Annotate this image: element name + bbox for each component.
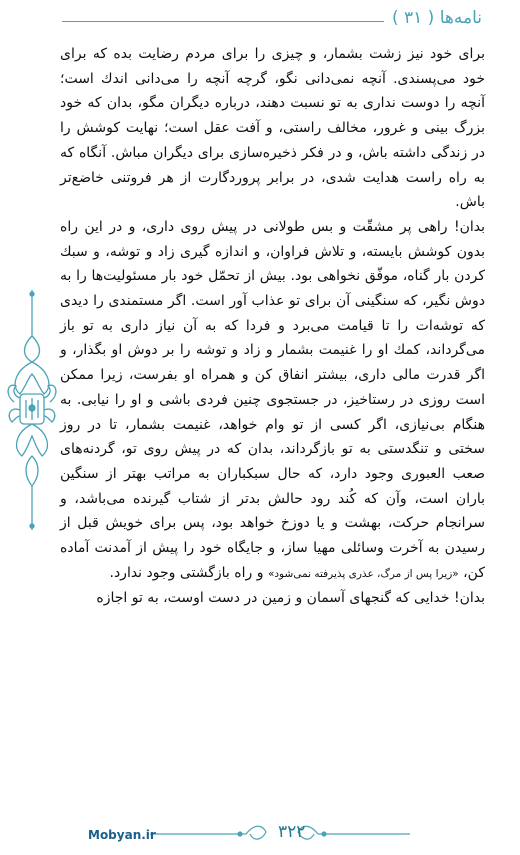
site-watermark: Mobyan.ir: [88, 828, 156, 842]
floral-arabesque-ornament-icon: [4, 290, 60, 530]
paragraph-2: [60, 215, 485, 587]
page-footer: [0, 818, 520, 852]
chapter-title: نامه‌ها ( ۳۱ ): [391, 8, 482, 28]
paragraph-1: برای خود نیز زشت بشمار، و چیزی را برای مردم رضایت بده که برای خود می‌پسندی. آنچه نمی‌دانی نگو، گرچه آنچه را می‌دانی اندك است؛ آنچه را دوست نداری به تو نسبت دهند، درباره دیگران مگو، بدان که خود بزرگ بینی و غرور، مخالف راستی، و آفت عقل است؛ نهایت کوشش را در زندگی داشته باش، و در فکر ذخیره‌سازی برای دیگران مباش. آنگاه که به راه راست هدایت شدی، در برابر پروردگارت از هر فروتنی خاضع‌تر باش.: [60, 46, 485, 211]
header-rule: [62, 21, 384, 22]
paragraph-3: بدان! خدایی که گنجهای آسمان و زمین در دست اوست، به تو اجازه: [96, 590, 485, 607]
quoted-note: «زیرا پس از مرگ، عذری پذیرفته نمی‌شود»: [267, 567, 459, 580]
paragraph-2-ending: و راه بازگشتی وجود ندارد.: [109, 564, 264, 581]
page-header: [62, 8, 482, 32]
page-number: ۳۲۲: [278, 822, 306, 842]
body-text: [60, 42, 485, 611]
paragraph-2-text: بدان! راهی پر مشقّت و بس طولانی در پیش روی داری، و در این راه بدون کوشش بایسته، و تلاش فراوان، و اندازه گیری زاد و توشه، و سبك کردن بار گناه، موفّق نخواهی بود. بیش از تحمّل خود بار مسئولیت‌ها را به دوش نگیر، که سنگینی آن برای تو عذاب آور است. اگر مستمندی را دیدی که توشه‌ات را تا قیامت می‌برد و فردا که به آن نیاز داری به تو باز می‌گرداند، کمك او را غنیمت بشمار و زاد و توشه را بر دوش او بگذار، و اگر قدرت مالی داری، بیشتر انفاق کن و همراه او بفرست، زیرا ممکن است روزی در رستاخیز، در جستجوی چنین فردی باشی و او را نیابی. به هنگام بی‌نیازی، اگر کسی از تو وام خواهد، غنیمت بشمار، تا در روز سختی و تنگدستی به تو بازگرداند، بدان که در پیش روی تو، گردنه‌های صعب العبوری وجود دارد، که حال سبکباران به مراتب بهتر از سنگین باران است، وآن که کُند رود حالش بدتر از شتاب گیرنده می‌باشد، و سرانجام حرکت، بهشت و یا دوزخ خواهد بود، پس برای خویش قبل از رسیدن به آخرت وسائلی مهیا ساز، و جایگاه خود را پیش از آمدنت آماده کن،: [60, 218, 485, 581]
